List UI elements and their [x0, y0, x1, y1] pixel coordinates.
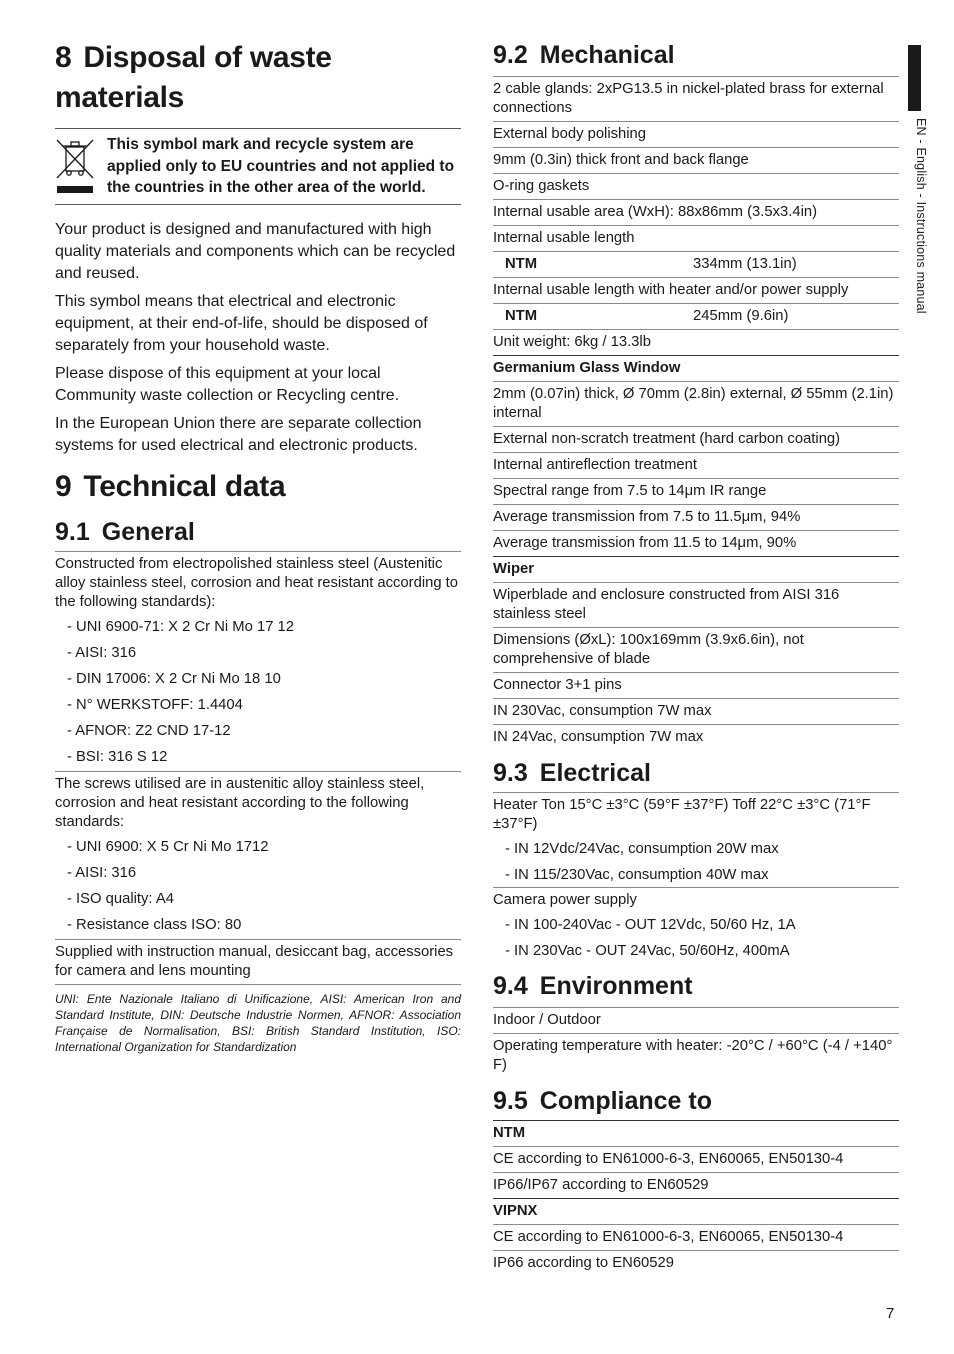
- weee-notice: [55, 128, 461, 205]
- spec-row: Dimensions (ØxL): 100x169mm (3.9x6.6in), not comprehensive of blade: [493, 628, 899, 673]
- section-9-4-heading: [493, 969, 899, 1008]
- section-9-2-heading: [493, 38, 899, 77]
- paragraph: This symbol means that electrical and electronic equipment, at their end-of-life, should be disposed of separately from your household waste.: [55, 292, 428, 354]
- spec-row: IP66/IP67 according to EN60529: [493, 1173, 899, 1199]
- spec-row-ntm-length: [493, 252, 899, 278]
- section-9-number: 9: [55, 469, 72, 503]
- subsection-title: Wiper: [493, 557, 899, 583]
- spec-row: IN 230Vac, consumption 7W max: [493, 699, 899, 725]
- spec-row: Internal usable area (WxH): 88x86mm (3.5x3.4in): [493, 200, 899, 226]
- supplied-with: Supplied with instruction manual, desiccant bag, accessories for camera and lens mounting: [55, 940, 461, 985]
- section-9-3-title: Electrical: [539, 759, 651, 787]
- list-item: - IN 100-240Vac - OUT 12Vdc, 50/60 Hz, 1A: [493, 913, 899, 939]
- spec-row: Average transmission from 11.5 to 14μm, 90%: [493, 531, 899, 557]
- section-9-title: Technical data: [83, 469, 286, 503]
- list-item: - IN 230Vac - OUT 24Vac, 50/60Hz, 400mA: [493, 939, 899, 965]
- spec-row: Operating temperature with heater: -20°C / +60°C (-4 / +140° F): [493, 1038, 893, 1073]
- weee-bin-icon: [55, 134, 99, 199]
- page-number: 7: [886, 1305, 895, 1322]
- left-column: [55, 38, 461, 1055]
- section-8-heading: [55, 38, 461, 118]
- spec-row: Heater Ton 15°C ±3°C (59°F ±37°F) Toff 22°C ±3°C (71°F ±37°F): [493, 797, 871, 832]
- section-9-1-heading: [55, 515, 461, 552]
- spec-row: Internal usable length: [493, 226, 899, 252]
- spec-row: Average transmission from 7.5 to 11.5μm, 94%: [493, 505, 899, 531]
- section-9-5-number: 9.5: [493, 1087, 528, 1115]
- section-9-4-number: 9.4: [493, 972, 528, 1000]
- list-item: - UNI 6900: X 5 Cr Ni Mo 1712: [55, 835, 461, 861]
- general-standards-list: [55, 615, 461, 772]
- section-8-title: Disposal of waste materials: [55, 41, 332, 114]
- list-item: - AISI: 316: [55, 641, 461, 667]
- list-item: - ISO quality: A4: [55, 887, 461, 913]
- spec-row: CE according to EN61000-6-3, EN60065, EN50130-4: [493, 1225, 899, 1251]
- spec-row: Internal usable length with heater and/or power supply: [493, 278, 899, 304]
- heater-list: [493, 837, 899, 888]
- spec-key: NTM: [505, 308, 538, 324]
- sidebar-language-tab: [908, 45, 921, 111]
- spec-row: O-ring gaskets: [493, 174, 899, 200]
- spec-key: NTM: [505, 256, 538, 272]
- paragraph: In the European Union there are separate collection systems for used electrical and electronic products.: [55, 414, 422, 454]
- list-item: - DIN 17006: X 2 Cr Ni Mo 18 10: [55, 667, 461, 693]
- abbreviations-note: UNI: Ente Nazionale Italiano di Unificazione, AISI: American Iron and Standard Institute, DIN: Deutsche Industrie Normen, AFNOR: Association Française de Normalisation, BSI: British Standard Institution, ISO: International Organization for Standardization: [55, 991, 461, 1054]
- spec-row: Connector 3+1 pins: [493, 673, 899, 699]
- spec-row: 2mm (0.07in) thick, Ø 70mm (2.8in) external, Ø 55mm (2.1in) internal: [493, 382, 899, 427]
- section-9-5-heading: [493, 1084, 899, 1121]
- section-9-1-title: General: [101, 517, 195, 546]
- subsection-title: NTM: [493, 1121, 899, 1147]
- spec-row: Camera power supply: [493, 892, 637, 908]
- list-item: - AISI: 316: [55, 861, 461, 887]
- list-item: - IN 115/230Vac, consumption 40W max: [493, 863, 899, 887]
- general-intro: Constructed from electropolished stainless steel (Austenitic alloy stainless steel, corrosion and heat resistant according to the following standards):: [55, 555, 459, 610]
- subsection-title: VIPNX: [493, 1199, 899, 1225]
- list-item: - AFNOR: Z2 CND 17-12: [55, 719, 461, 745]
- screws-standards-list: [55, 835, 461, 940]
- section-9-1-number: 9.1: [55, 517, 90, 546]
- section-9-4-title: Environment: [539, 972, 693, 1000]
- list-item: - UNI 6900-71: X 2 Cr Ni Mo 17 12: [55, 615, 461, 641]
- spec-row: 9mm (0.3in) thick front and back flange: [493, 148, 899, 174]
- section-8-number: 8: [55, 41, 72, 74]
- spec-row-ntm-length-heater: [493, 304, 899, 330]
- spec-row: Spectral range from 7.5 to 14μm IR range: [493, 479, 899, 505]
- section-9-5-title: Compliance to: [539, 1087, 713, 1115]
- sidebar-label: EN - English - Instructions manual: [914, 118, 928, 314]
- right-column: [493, 38, 899, 1276]
- spec-row: IP66 according to EN60529: [493, 1255, 674, 1271]
- spec-value: 334mm (13.1in): [693, 256, 797, 272]
- spec-value: 245mm (9.6in): [693, 308, 789, 324]
- list-item: - Resistance class ISO: 80: [55, 913, 461, 939]
- section-9-heading: [55, 467, 461, 507]
- list-item: - IN 12Vdc/24Vac, consumption 20W max: [493, 837, 899, 863]
- paragraph: Your product is designed and manufactured with high quality materials and components which can be recycled and reused.: [55, 220, 456, 282]
- list-item: - BSI: 316 S 12: [55, 745, 461, 771]
- spec-row: Internal antireflection treatment: [493, 453, 899, 479]
- section-9-2-title: Mechanical: [539, 41, 675, 69]
- paragraph: Please dispose of this equipment at your local Community waste collection or Recycling centre.: [55, 364, 400, 404]
- spec-row: Indoor / Outdoor: [493, 1008, 899, 1034]
- screws-intro: The screws utilised are in austenitic alloy stainless steel, corrosion and heat resistant according to the following standards:: [55, 775, 425, 830]
- section-9-2-number: 9.2: [493, 41, 528, 69]
- subsection-title: Germanium Glass Window: [493, 356, 899, 382]
- spec-row: IN 24Vac, consumption 7W max: [493, 729, 704, 745]
- spec-row: CE according to EN61000-6-3, EN60065, EN50130-4: [493, 1147, 899, 1173]
- spec-row: Unit weight: 6kg / 13.3lb: [493, 330, 899, 356]
- spec-row: External body polishing: [493, 122, 899, 148]
- spec-row: Wiperblade and enclosure constructed from AISI 316 stainless steel: [493, 583, 899, 628]
- spec-row: External non-scratch treatment (hard carbon coating): [493, 427, 899, 453]
- spec-row: 2 cable glands: 2xPG13.5 in nickel-plated brass for external connections: [493, 77, 899, 122]
- section-9-3-heading: [493, 756, 899, 793]
- weee-notice-text: This symbol mark and recycle system are applied only to EU countries and not applied to the countries in the other area of the world.: [107, 136, 455, 196]
- list-item: - N° WERKSTOFF: 1.4404: [55, 693, 461, 719]
- section-9-3-number: 9.3: [493, 759, 528, 787]
- camera-power-list: [493, 913, 899, 965]
